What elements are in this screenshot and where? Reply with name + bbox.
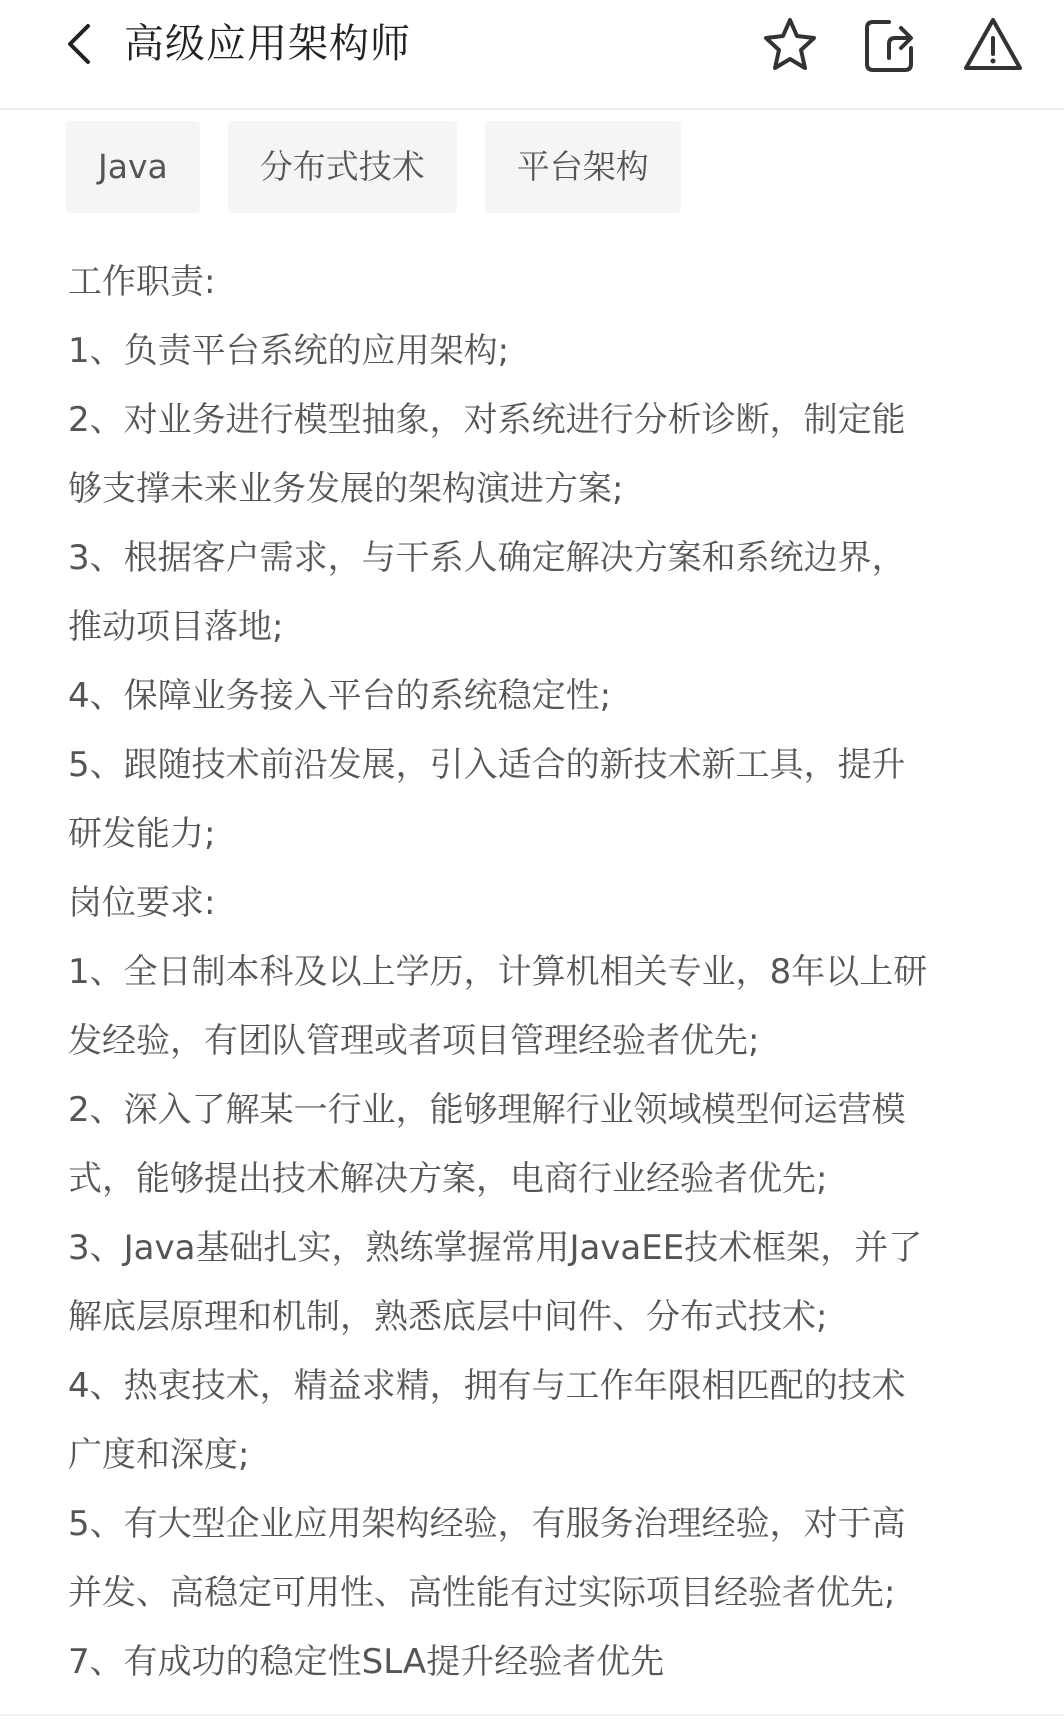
back-button[interactable] bbox=[62, 22, 98, 66]
description-line: 1、负责平台系统的应用架构; bbox=[68, 331, 510, 371]
description-line: 3、根据客户需求，与干系人确定解决方案和系统边界， bbox=[68, 538, 906, 578]
top-nav-bar bbox=[0, 0, 1064, 110]
description-line: 并发、高稳定可用性、高性能有过实际项目经验者优先; bbox=[68, 1573, 896, 1613]
description-line: 推动项目落地; bbox=[68, 607, 284, 647]
description-line: 式，能够提出技术解决方案，电商行业经验者优先; bbox=[68, 1159, 828, 1199]
description-line: 3、Java基础扎实，熟练掌握常用JavaEE技术框架，并了 bbox=[68, 1228, 923, 1268]
favorite-button[interactable] bbox=[759, 14, 821, 76]
description-line: 4、保障业务接入平台的系统稳定性; bbox=[68, 676, 612, 716]
share-button[interactable] bbox=[859, 14, 921, 76]
description-line: 广度和深度; bbox=[68, 1435, 250, 1475]
description-line: 2、深入了解某一行业，能够理解行业领域模型何运营模 bbox=[68, 1090, 906, 1130]
description-line: 解底层原理和机制，熟悉底层中间件、分布式技术; bbox=[68, 1297, 828, 1337]
chevron-left-icon bbox=[62, 22, 98, 66]
star-icon bbox=[759, 14, 821, 76]
description-line: 4、热衷技术，精益求精，拥有与工作年限相匹配的技术 bbox=[68, 1366, 906, 1406]
job-description bbox=[68, 248, 1028, 1697]
tag-distributed-tech[interactable]: 分布式技术 bbox=[228, 121, 457, 213]
page-title: 高级应用架构师 bbox=[124, 21, 411, 67]
bottom-divider bbox=[0, 1714, 1064, 1716]
description-line: 够支撑未来业务发展的架构演进方案; bbox=[68, 469, 624, 509]
tag-java[interactable]: Java bbox=[66, 121, 200, 213]
description-line: 5、跟随技术前沿发展，引入适合的新技术新工具，提升 bbox=[68, 745, 906, 785]
warning-icon bbox=[962, 14, 1024, 76]
description-line: 5、有大型企业应用架构经验，有服务治理经验，对于高 bbox=[68, 1504, 906, 1544]
share-icon bbox=[859, 14, 921, 76]
description-line: 研发能力; bbox=[68, 814, 216, 854]
description-line: 7、有成功的稳定性SLA提升经验者优先 bbox=[68, 1642, 665, 1682]
description-line: 1、全日制本科及以上学历，计算机相关专业，8年以上研 bbox=[68, 952, 928, 992]
description-line: 发经验，有团队管理或者项目管理经验者优先; bbox=[68, 1021, 760, 1061]
tag-platform-architecture[interactable]: 平台架构 bbox=[485, 121, 681, 213]
skill-tags bbox=[66, 121, 681, 213]
description-line: 2、对业务进行模型抽象，对系统进行分析诊断，制定能 bbox=[68, 400, 906, 440]
report-button[interactable] bbox=[962, 14, 1024, 76]
section-heading-requirements: 岗位要求: bbox=[68, 883, 216, 923]
section-heading-responsibilities: 工作职责: bbox=[68, 262, 216, 302]
